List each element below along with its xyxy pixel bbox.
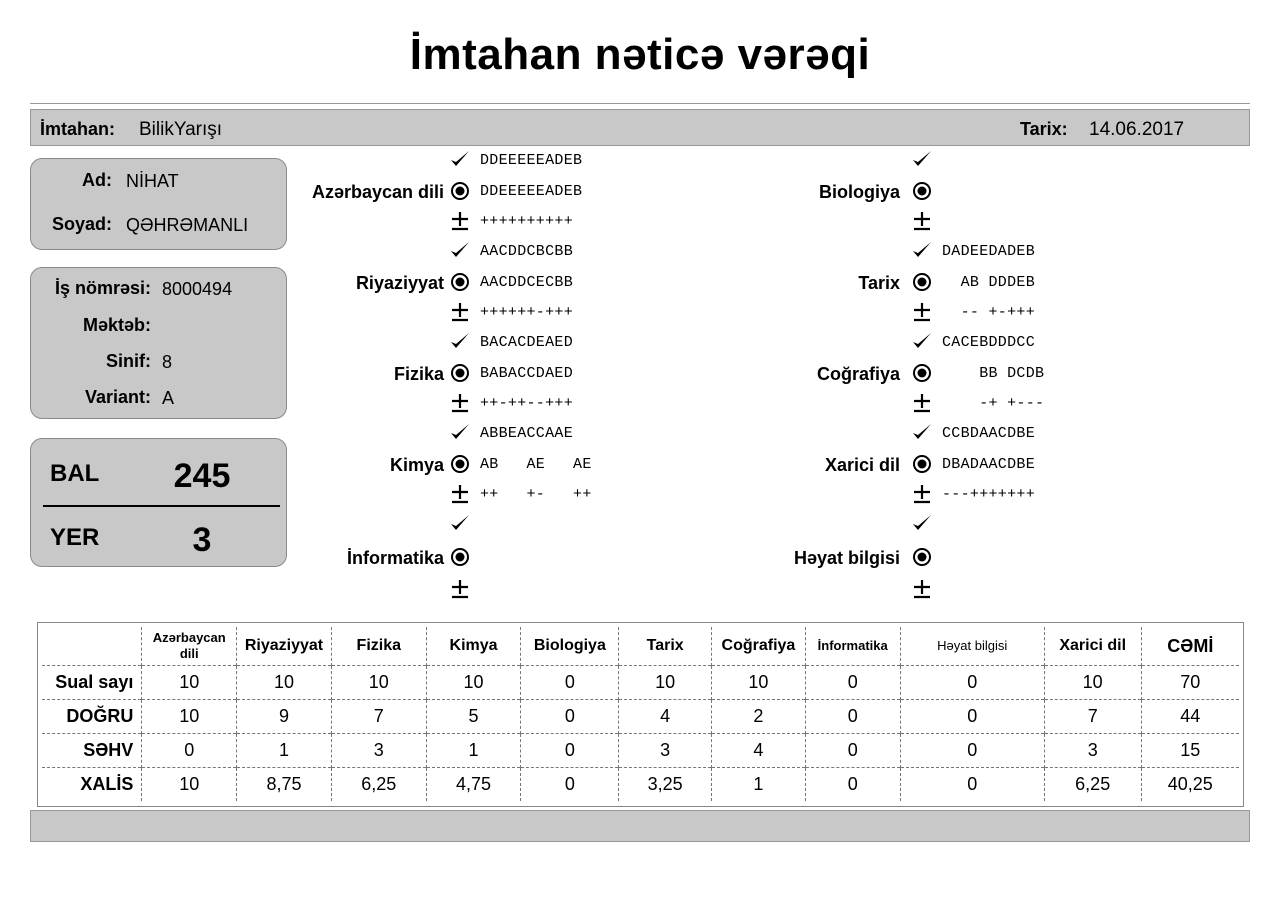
table-cell: 10 bbox=[237, 665, 332, 699]
checkmark-icon bbox=[911, 332, 933, 350]
plus-minus-icon bbox=[449, 211, 471, 231]
subject-name: Fizika bbox=[393, 364, 444, 384]
subject-name: Tarix bbox=[858, 273, 900, 293]
table-cell: 10 bbox=[142, 699, 237, 733]
variant-label: Variant: bbox=[84, 387, 151, 407]
table-cell: 40,25 bbox=[1141, 767, 1239, 801]
table-row bbox=[42, 767, 1239, 801]
answer-string-answer: AB DDDEB bbox=[942, 274, 1036, 291]
table-row bbox=[42, 699, 1239, 733]
plus-minus-icon bbox=[911, 579, 933, 599]
table-header-cell: Tarix bbox=[619, 627, 712, 665]
class-label: Sinif: bbox=[106, 351, 151, 371]
radio-dot-icon bbox=[911, 547, 933, 567]
table-header-cell: Xarici dil bbox=[1044, 627, 1141, 665]
table-cell: 0 bbox=[805, 767, 900, 801]
table-cell: 10 bbox=[712, 665, 806, 699]
class-value: 8 bbox=[162, 352, 173, 372]
radio-dot-icon bbox=[449, 363, 471, 383]
table-header-cell: İnformatika bbox=[805, 627, 900, 665]
table-cell: 10 bbox=[331, 665, 426, 699]
subject-name: Coğrafiya bbox=[816, 364, 900, 384]
table-cell: 0 bbox=[142, 733, 237, 767]
bal-value: 245 bbox=[173, 457, 231, 495]
table-cell: 10 bbox=[426, 665, 521, 699]
title-divider bbox=[30, 103, 1250, 104]
table-header-cell: Fizika bbox=[331, 627, 426, 665]
plus-minus-icon bbox=[449, 484, 471, 504]
checkmark-icon bbox=[911, 423, 933, 441]
table-cell: 0 bbox=[805, 699, 900, 733]
answer-string-marks: ++++++++++ bbox=[480, 213, 574, 230]
subject-name: Azərbaycan dili bbox=[311, 182, 444, 202]
variant-value: A bbox=[162, 388, 175, 408]
table-header-cell: Coğrafiya bbox=[712, 627, 806, 665]
checkmark-icon bbox=[449, 150, 471, 168]
answer-string-marks: ++-++--+++ bbox=[480, 395, 574, 412]
table-cell: 10 bbox=[1044, 665, 1141, 699]
subject-name: Həyat bilgisi bbox=[793, 548, 900, 568]
table-header-cell: Həyat bilgisi bbox=[900, 627, 1044, 665]
score-divider bbox=[43, 505, 280, 507]
footer-bar bbox=[30, 810, 1250, 842]
table-cell: 0 bbox=[900, 665, 1044, 699]
answer-string-answer: BABACCDAED bbox=[480, 365, 574, 382]
subject-name: İnformatika bbox=[346, 548, 444, 568]
answer-string-marks: ++ +- ++ bbox=[480, 486, 592, 503]
table-cell: 7 bbox=[331, 699, 426, 733]
checkmark-icon bbox=[449, 241, 471, 259]
answer-string-marks: -- +-+++ bbox=[942, 304, 1036, 321]
yer-label: YER bbox=[50, 524, 100, 551]
plus-minus-icon bbox=[449, 393, 471, 413]
table-cell: 10 bbox=[619, 665, 712, 699]
table-cell: 3,25 bbox=[619, 767, 712, 801]
table-cell: 44 bbox=[1141, 699, 1239, 733]
checkmark-icon bbox=[911, 514, 933, 532]
answer-string-answer: BB DCDB bbox=[942, 365, 1045, 382]
table-cell: 0 bbox=[805, 733, 900, 767]
table-cell: 3 bbox=[331, 733, 426, 767]
table-cell: 6,25 bbox=[1044, 767, 1141, 801]
table-cell: 4 bbox=[712, 733, 806, 767]
plus-minus-icon bbox=[911, 211, 933, 231]
table-cell: 3 bbox=[1044, 733, 1141, 767]
answer-string-key: DDEEEEEADEB bbox=[480, 152, 583, 169]
subject-name: Riyaziyyat bbox=[355, 273, 444, 293]
table-cell: 0 bbox=[805, 665, 900, 699]
school-label: Məktəb: bbox=[82, 315, 151, 335]
table-cell: 4 bbox=[619, 699, 712, 733]
answer-string-answer: AACDDCECBB bbox=[480, 274, 574, 291]
table-cell: 10 bbox=[142, 767, 237, 801]
checkmark-icon bbox=[449, 332, 471, 350]
yer-value: 3 bbox=[192, 521, 212, 559]
checkmark-icon bbox=[911, 241, 933, 259]
plus-minus-icon bbox=[911, 393, 933, 413]
bal-label: BAL bbox=[50, 460, 100, 487]
table-cell: 2 bbox=[712, 699, 806, 733]
answer-string-key: CCBDAACDBE bbox=[942, 425, 1036, 442]
answer-string-key: DADEEDADEB bbox=[942, 243, 1036, 260]
table-header-cell: CƏMİ bbox=[1167, 635, 1214, 656]
answer-string-key: BACACDEAED bbox=[480, 334, 574, 351]
answer-string-answer: AB AE AE bbox=[480, 456, 592, 473]
answer-string-key: CACEBDDDCC bbox=[942, 334, 1036, 351]
table-row bbox=[42, 733, 1239, 767]
table-cell: 15 bbox=[1141, 733, 1239, 767]
table-cell: 3 bbox=[619, 733, 712, 767]
radio-dot-icon bbox=[449, 181, 471, 201]
name-value: NİHAT bbox=[126, 171, 179, 191]
row-label: DOĞRU bbox=[42, 699, 142, 733]
answer-string-answer: DDEEEEEADEB bbox=[480, 183, 583, 200]
work-number-label: İş nömrəsi: bbox=[54, 278, 151, 298]
table-cell: 6,25 bbox=[331, 767, 426, 801]
radio-dot-icon bbox=[911, 181, 933, 201]
page-title: İmtahan nəticə vərəqi bbox=[409, 30, 871, 79]
checkmark-icon bbox=[911, 150, 933, 168]
plus-minus-icon bbox=[449, 302, 471, 322]
row-label: SƏHV bbox=[42, 733, 142, 767]
table-header-cell bbox=[42, 627, 142, 665]
table-cell: 0 bbox=[521, 767, 619, 801]
table-cell: 0 bbox=[900, 733, 1044, 767]
date-label: Tarix: bbox=[1020, 119, 1068, 139]
table-cell: 4,75 bbox=[426, 767, 521, 801]
checkmark-icon bbox=[449, 514, 471, 532]
table-header-cell: Riyaziyyat bbox=[237, 627, 332, 665]
table-cell: 8,75 bbox=[237, 767, 332, 801]
subject-name: Xarici dil bbox=[824, 455, 900, 475]
table-cell: 1 bbox=[426, 733, 521, 767]
radio-dot-icon bbox=[911, 363, 933, 383]
plus-minus-icon bbox=[449, 579, 471, 599]
table-cell: 0 bbox=[900, 699, 1044, 733]
answer-string-marks: ---+++++++ bbox=[942, 486, 1036, 503]
exam-label: İmtahan: bbox=[40, 119, 116, 139]
answer-string-key: AACDDCBCBB bbox=[480, 243, 574, 260]
radio-dot-icon bbox=[449, 547, 471, 567]
radio-dot-icon bbox=[911, 454, 933, 474]
date-value: 14.06.2017 bbox=[1089, 119, 1185, 140]
answer-string-marks: -+ +--- bbox=[942, 395, 1045, 412]
answer-string-key: ABBEACCAAE bbox=[480, 425, 574, 442]
answer-string-marks: ++++++-+++ bbox=[480, 304, 574, 321]
table-cell: 1 bbox=[237, 733, 332, 767]
table-cell: 70 bbox=[1141, 665, 1239, 699]
exam-info-bar bbox=[30, 109, 1250, 146]
table-header-row bbox=[42, 627, 1239, 665]
results-table bbox=[37, 622, 1244, 807]
plus-minus-icon bbox=[911, 484, 933, 504]
checkmark-icon bbox=[449, 423, 471, 441]
plus-minus-icon bbox=[911, 302, 933, 322]
radio-dot-icon bbox=[911, 272, 933, 292]
table-cell: 10 bbox=[142, 665, 237, 699]
answer-string-answer: DBADAACDBE bbox=[942, 456, 1036, 473]
table-cell: 9 bbox=[237, 699, 332, 733]
surname-value: QƏHRƏMANLI bbox=[126, 215, 249, 235]
surname-label: Soyad: bbox=[51, 214, 112, 234]
work-number-value: 8000494 bbox=[162, 279, 233, 299]
row-label: XALİS bbox=[42, 767, 142, 801]
exam-value: BilikYarışı bbox=[139, 119, 223, 140]
name-label: Ad: bbox=[82, 170, 112, 190]
table-cell: 5 bbox=[426, 699, 521, 733]
table-cell: 0 bbox=[900, 767, 1044, 801]
radio-dot-icon bbox=[449, 454, 471, 474]
subject-name: Kimya bbox=[389, 455, 444, 475]
radio-dot-icon bbox=[449, 272, 471, 292]
table-cell: 0 bbox=[521, 733, 619, 767]
table-cell: 1 bbox=[712, 767, 806, 801]
table-header-cell: Biologiya bbox=[521, 627, 619, 665]
table-cell: 7 bbox=[1044, 699, 1141, 733]
table-header-cell: Azərbaycan dili bbox=[142, 627, 237, 665]
student-name-box bbox=[30, 158, 287, 250]
table-row bbox=[42, 665, 1239, 699]
table-cell: 0 bbox=[521, 699, 619, 733]
subject-name: Biologiya bbox=[818, 182, 900, 202]
table-header-cell: Kimya bbox=[426, 627, 521, 665]
row-label: Sual sayı bbox=[42, 665, 142, 699]
table-cell: 0 bbox=[521, 665, 619, 699]
